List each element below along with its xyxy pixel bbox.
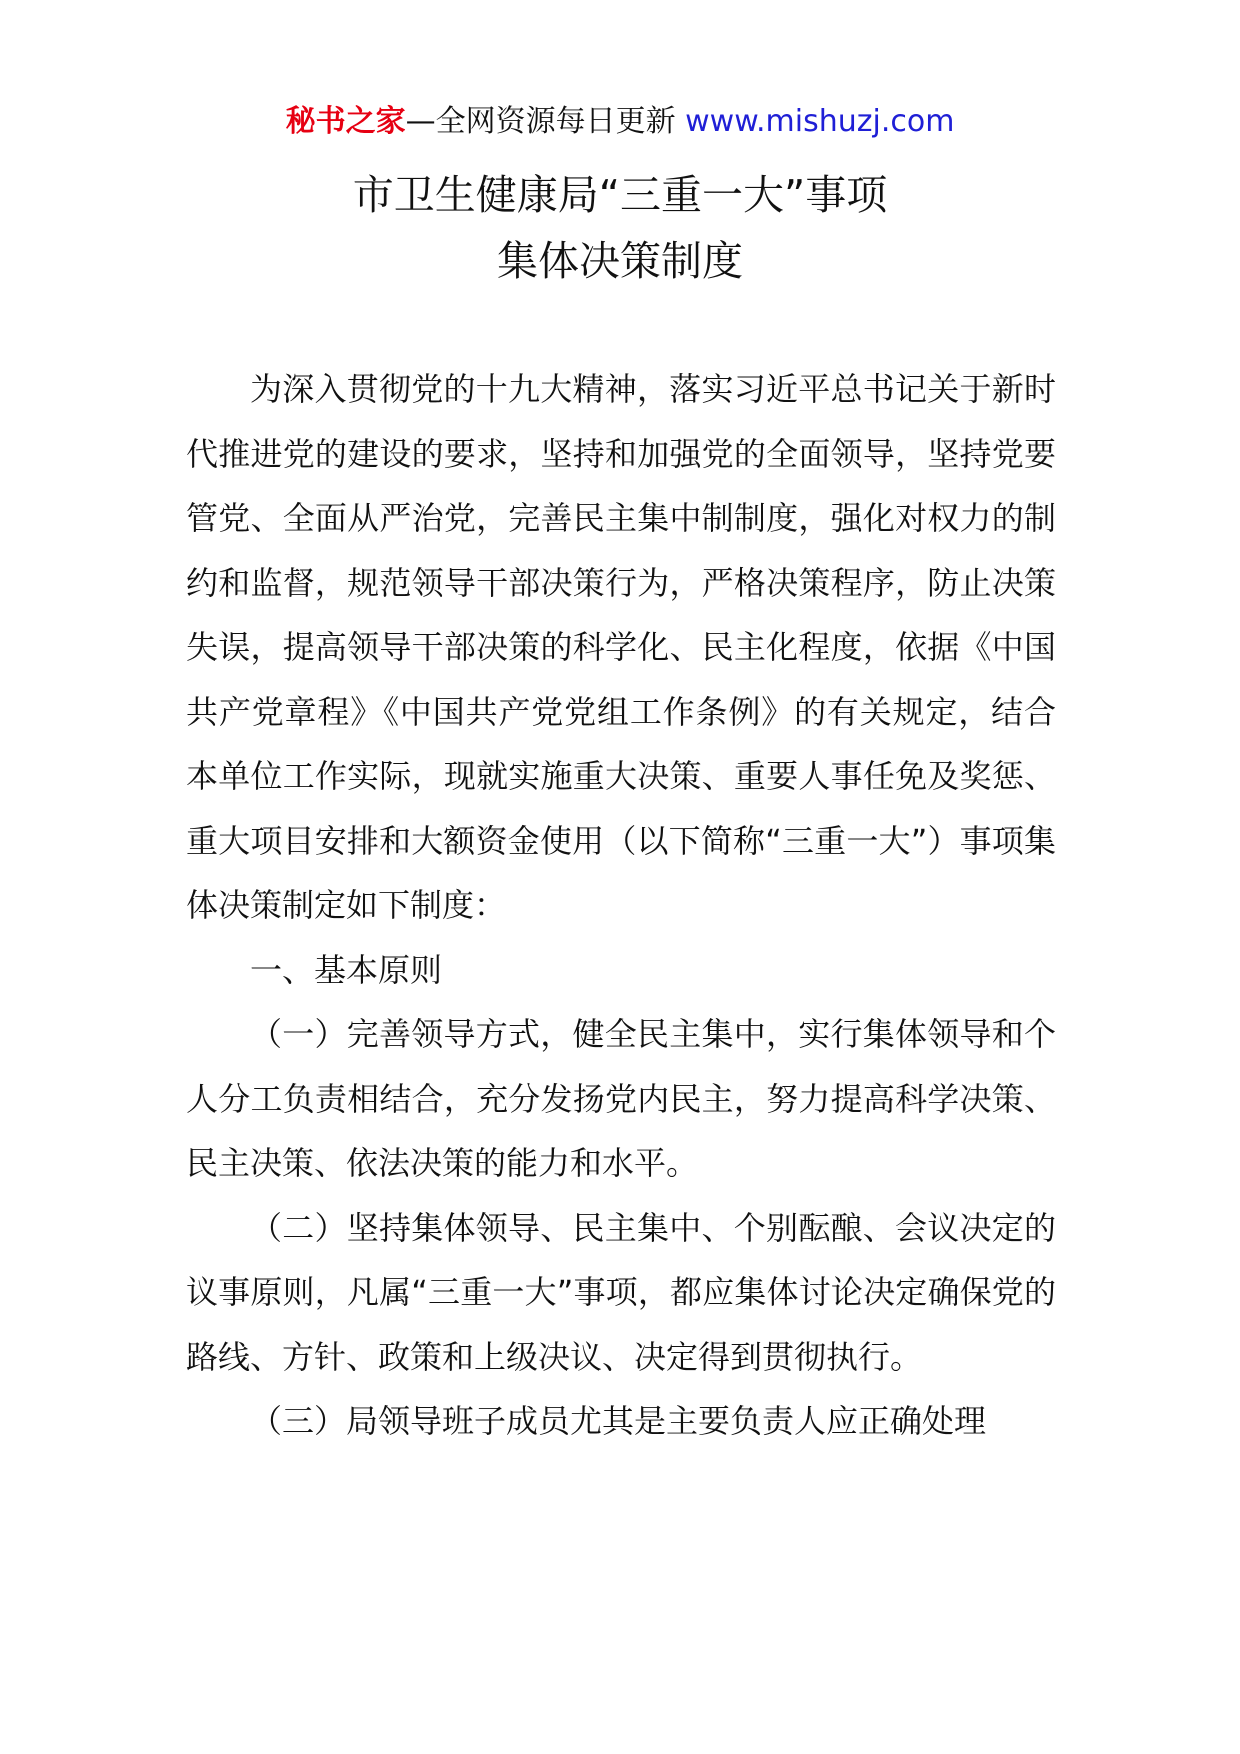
section-heading-basic-principles: 一、基本原则 — [250, 950, 443, 989]
principle-1-paragraph: （一）完善领导方式，健全民主集中，实行集体领导和个人分工负责相结合，充分发扬党内民主，努力提高科学决策、民主决策、依法决策的能力和水平。 — [186, 1015, 1056, 1182]
title-line-1: 市卫生健康局“三重一大”事项 — [352, 171, 888, 219]
site-header — [0, 100, 1240, 144]
brand-name: 秘书之家 — [285, 104, 406, 139]
principle-2-paragraph: （二）坚持集体领导、民主集中、个别酝酿、会议决定的议事原则，凡属“三重一大”事项，都应集体讨论决定确保党的路线、方针、政策和上级决议、决定得到贯彻执行。 — [186, 1208, 1056, 1376]
site-url-link[interactable]: www.mishuzj.com — [685, 104, 955, 139]
intro-paragraph: 为深入贯彻党的十九大精神，落实习近平总书记关于新时代推进党的建设的要求，坚持和加强党的全面领导，坚持党要管党、全面从严治党，完善民主集中制制度，强化对权力的制约和监督，规范领导干部决策行为，严格决策程序，防止决策失误，提高领导干部决策的科学化、民主化程度，依据《中国共产党章程》《中国共产党党组工作条例》的有关规定，结合本单位工作实际，现就实施重大决策、重要人事任免及奖惩、重大项目安排和大额资金使用（以下简称“三重一大”）事项集体决策制定如下制度： — [186, 370, 1056, 924]
principle-3-paragraph: （三）局领导班子成员尤其是主要负责人应正确处理 — [250, 1402, 987, 1440]
document-body — [186, 357, 1056, 1454]
title-line-2: 集体决策制度 — [497, 237, 743, 285]
document-title — [0, 162, 1240, 294]
brand-slogan: —全网资源每日更新 — [405, 104, 676, 139]
